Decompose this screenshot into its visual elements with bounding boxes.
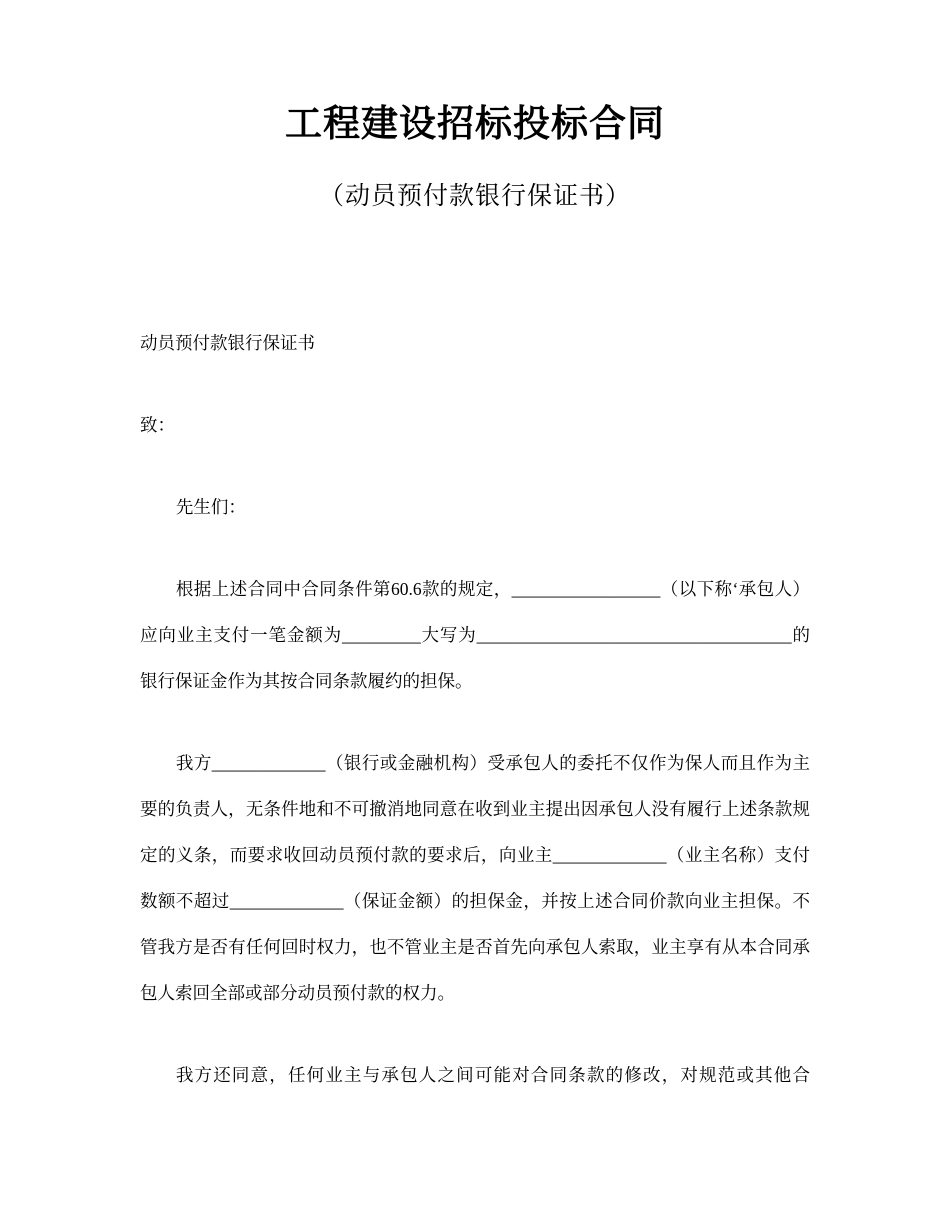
paragraph-bank-obligation: 我方_____________（银行或金融机构）受承包人的委托不仅作为保人而且作为主要的负责人，无条件地和不可撤消地同意在收到业主提出因承包人没有履行上述条款规定的义条，而要求收回动员预付款的要求后，向业主_____________（业主名称）支付数额不超过_____________（保证金额）的担保金，并按上述合同价款向业主担保。不管我方是否有任何回时权力，也不管业主是否首先向承包人索取，业主享有从本合同承包人索回全部或部分动员预付款的权力。 xyxy=(140,752,810,1003)
paragraph-guarantee-basis: 根据上述合同中合同条件第60.6款的规定，_________________（以下称‘承包人）应向业主支付一笔金额为_________大写为____________________________________的银行保证金作为其按合同条款履约的担保。 xyxy=(140,578,810,691)
greeting-line: 先生们： xyxy=(175,496,246,517)
document-subtitle: （动员预付款银行保证书） xyxy=(318,182,631,210)
salutation-line: 致： xyxy=(140,414,175,435)
guarantee-heading: 动员预付款银行保证书 xyxy=(140,332,315,353)
document-body xyxy=(140,320,810,1098)
paragraph-agreement-continuation: 我方还同意，任何业主与承包人之间可能对合同条款的修改，对规范或其他合 xyxy=(175,1064,810,1085)
document-title: 工程建设招标投标合同 xyxy=(285,103,665,144)
